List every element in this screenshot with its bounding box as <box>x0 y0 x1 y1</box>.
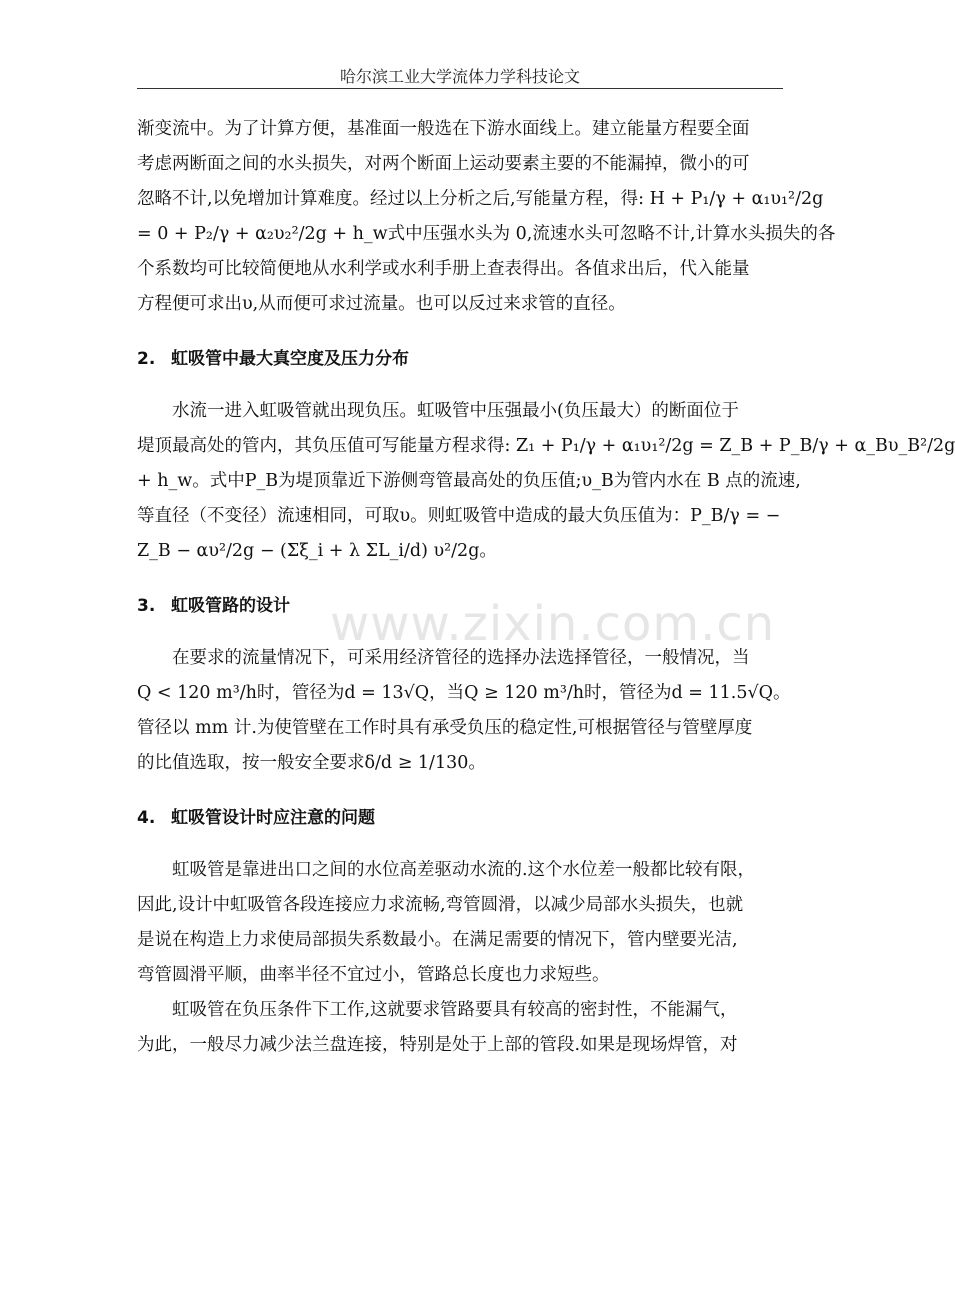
text-line: 的比值选取，按一般安全要求δ/d ≥ 1/130。 <box>137 753 486 773</box>
text-line: Z_B − αυ²/2g − (Σξ_i + λ ΣL_i/d) υ²/2g。 <box>137 541 497 561</box>
paragraph-intro <box>137 112 836 322</box>
section-heading-4 <box>137 803 783 833</box>
section-number: 3. <box>137 596 156 616</box>
section-heading-3 <box>137 591 783 621</box>
text-line: 方程便可求出υ,从而便可求过流量。也可以反过来求管的直径。 <box>137 294 626 314</box>
text-line: 渐变流中。为了计算方便，基准面一般选在下游水面线上。建立能量方程要全面 <box>137 119 750 139</box>
section-number: 2. <box>137 349 156 369</box>
text-line: 在要求的流量情况下，可采用经济管径的选择办法选择管径，一般情况，当 <box>172 648 750 668</box>
text-line: 等直径（不变径）流速相同，可取υ。则虹吸管中造成的最大负压值为：P_B/γ = − <box>137 506 781 526</box>
text-line: = 0 + P₂/γ + α₂υ₂²/2g + h_w式中压强水头为 0,流速水头可忽略不计,计算水头损失的各 <box>137 224 836 244</box>
text-line: + h_w。式中P_B为堤顶靠近下游侧弯管最高处的负压值;υ_B为管内水在 B 点的流速, <box>137 471 801 491</box>
text-line: 管径以 mm 计.为使管壁在工作时具有承受负压的稳定性,可根据管径与管壁厚度 <box>137 718 753 738</box>
section-heading-2 <box>137 344 783 374</box>
text-line: 为此，一般尽力减少法兰盘连接，特别是处于上部的管段.如果是现场焊管，对 <box>137 1035 738 1055</box>
paragraph-section-4b <box>137 993 783 1063</box>
text-line: 虹吸管在负压条件下工作,这就要求管路要具有较高的密封性，不能漏气， <box>172 1000 738 1020</box>
text-line: 弯管圆滑平顺，曲率半径不宜过小，管路总长度也力求短些。 <box>137 965 610 985</box>
text-line: 个系数均可比较简便地从水利学或水利手册上查表得出。各值求出后，代入能量 <box>137 259 750 279</box>
paragraph-section-4a <box>137 853 783 993</box>
text-line: 虹吸管是靠进出口之间的水位高差驱动水流的.这个水位差一般都比较有限， <box>172 860 756 880</box>
section-title: 虹吸管路的设计 <box>171 596 290 616</box>
section-title: 虹吸管中最大真空度及压力分布 <box>171 349 409 369</box>
text-line: Q < 120 m³/h时，管径为d = 13√Q，当Q ≥ 120 m³/h时，管径为d = 11.5√Q。 <box>137 683 791 703</box>
text-line: 考虑两断面之间的水头损失，对两个断面上运动要素主要的不能漏掉，微小的可 <box>137 154 750 174</box>
text-line: 是说在构造上力求使局部损失系数最小。在满足需要的情况下，管内壁要光洁, <box>137 930 738 950</box>
text-line: 水流一进入虹吸管就出现负压。虹吸管中压强最小(负压最大）的断面位于 <box>172 401 739 421</box>
watermark: www.zixin.com.cn <box>330 596 776 652</box>
document-body <box>137 112 955 1063</box>
text-line: 因此,设计中虹吸管各段连接应力求流畅,弯管圆滑，以减少局部水头损失，也就 <box>137 895 744 915</box>
header-rule <box>137 88 783 89</box>
text-line: 忽略不计,以免增加计算难度。经过以上分析之后,写能量方程，得: H + P₁/γ + α₁υ₁²/2g <box>137 189 824 209</box>
section-number: 4. <box>137 808 156 828</box>
paragraph-section-2 <box>137 394 955 569</box>
paragraph-section-3 <box>137 641 791 781</box>
section-title: 虹吸管设计时应注意的问题 <box>171 808 375 828</box>
text-line: 堤顶最高处的管内，其负压值可写能量方程求得: Z₁ + P₁/γ + α₁υ₁²/2g = Z_B + P_B/γ + α_Bυ_B²/2g <box>137 436 955 456</box>
page-header-title: 哈尔滨工业大学流体力学科技论文 <box>339 67 580 86</box>
